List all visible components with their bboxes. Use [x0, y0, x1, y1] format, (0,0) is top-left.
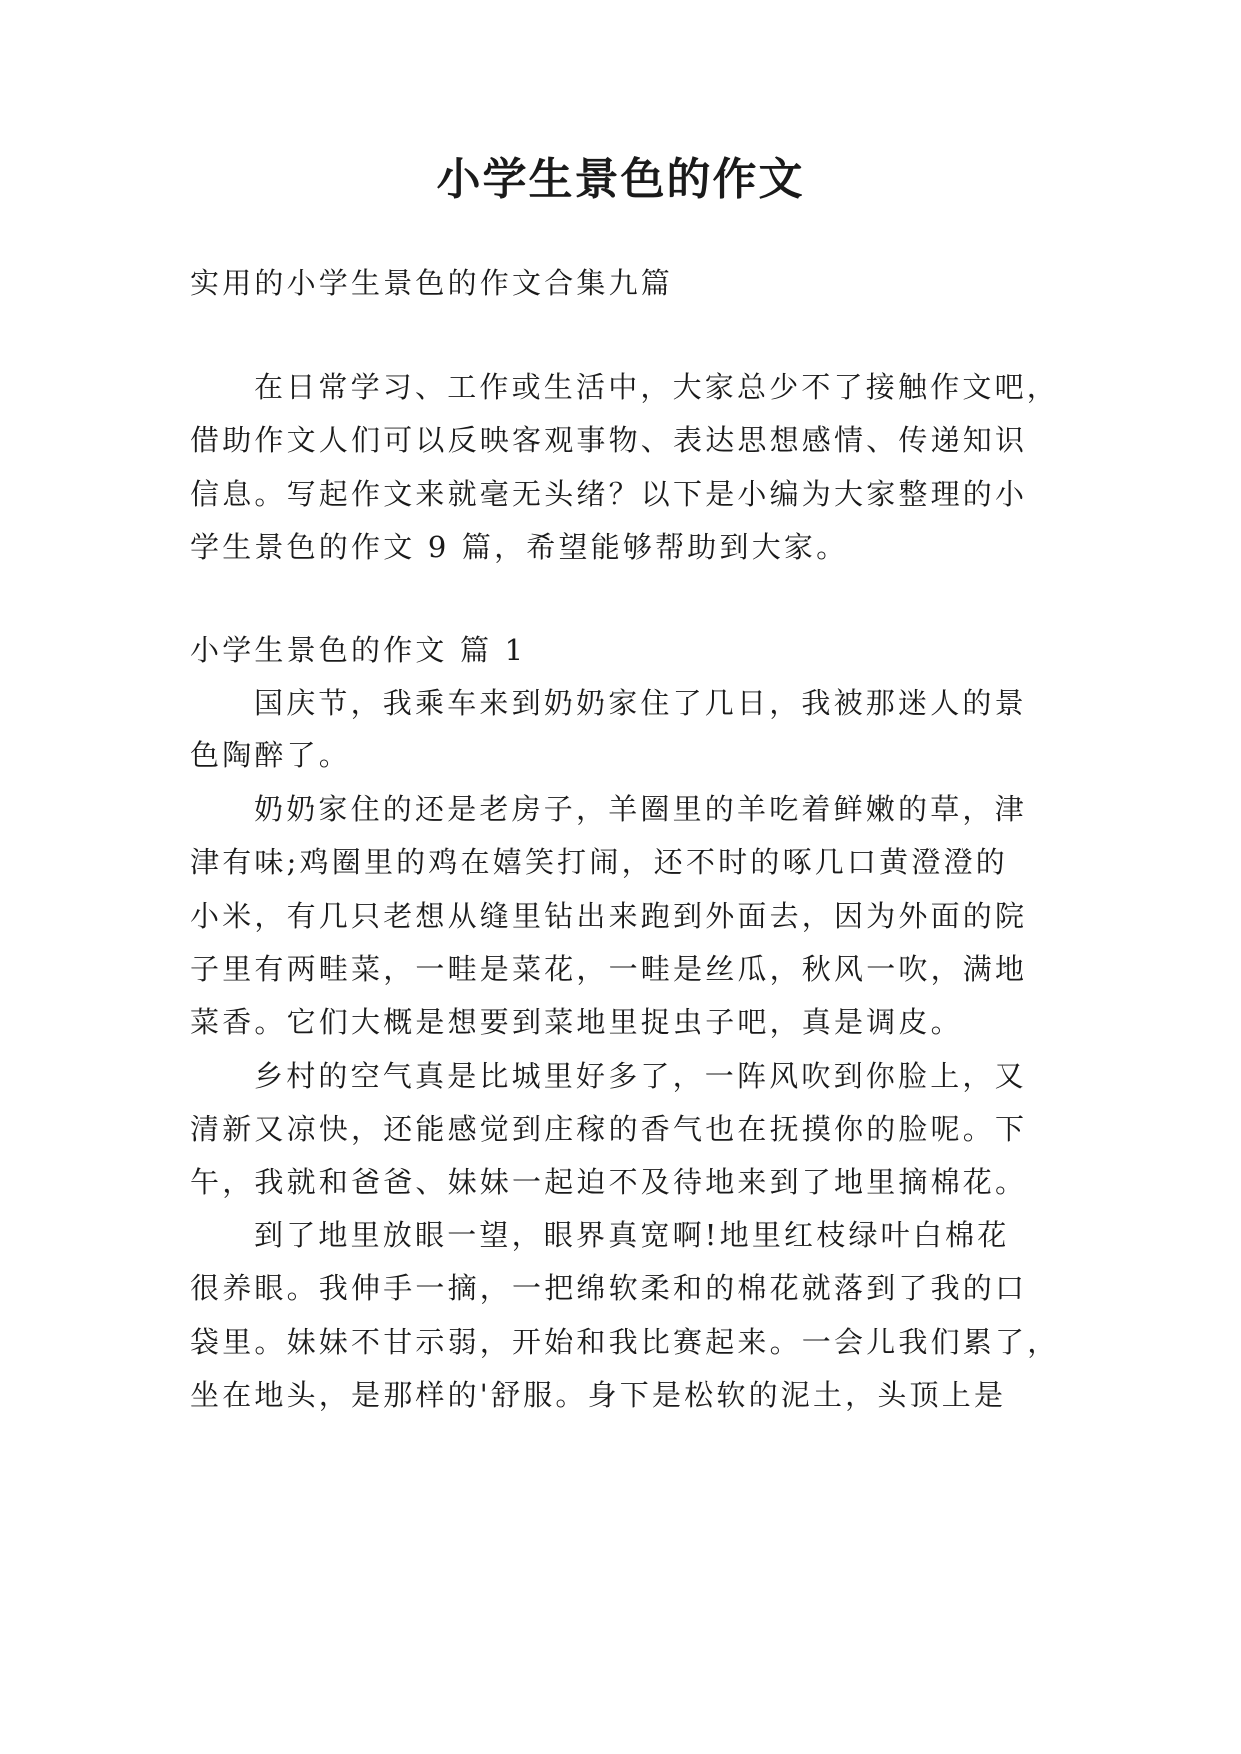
intro-line: 借助作文人们可以反映客观事物、表达思想感情、传递知识: [190, 423, 1028, 457]
body-line: 午，我就和爸爸、妹妹一起迫不及待地来到了地里摘棉花。: [190, 1165, 1028, 1199]
body-line: 袋里。妹妹不甘示弱，开始和我比赛起来。一会儿我们累了，: [190, 1325, 1060, 1359]
section-heading: 小学生景色的作文 篇 1: [190, 633, 527, 667]
body-line: 很养眼。我伸手一摘，一把绵软柔和的棉花就落到了我的口: [190, 1271, 1028, 1305]
intro-line: 学生景色的作文 9 篇，希望能够帮助到大家。: [190, 530, 849, 564]
body-line: 小米，有几只老想从缝里钻出来跑到外面去，因为外面的院: [190, 899, 1028, 933]
body-line: 津有味;鸡圈里的鸡在嬉笑打闹，还不时的啄几口黄澄澄的: [190, 845, 1008, 879]
body-line: 清新又凉快，还能感觉到庄稼的香气也在抚摸你的脸呢。下: [190, 1112, 1028, 1146]
document-subtitle: 实用的小学生景色的作文合集九篇: [190, 266, 674, 300]
body-line: 乡村的空气真是比城里好多了，一阵风吹到你脸上，又: [254, 1059, 1027, 1093]
body-line: 色陶醉了。: [190, 738, 352, 772]
body-line: 到了地里放眼一望，眼界真宽啊!地里红枝绿叶白棉花: [254, 1218, 1010, 1252]
intro-line: 在日常学习、工作或生活中，大家总少不了接触作文吧，: [254, 370, 1060, 404]
body-line: 国庆节，我乘车来到奶奶家住了几日，我被那迷人的景: [254, 686, 1027, 720]
intro-line: 信息。写起作文来就毫无头绪？以下是小编为大家整理的小: [190, 477, 1028, 511]
body-line: 子里有两畦菜，一畦是菜花，一畦是丝瓜，秋风一吹，满地: [190, 952, 1028, 986]
body-line: 菜香。它们大概是想要到菜地里捉虫子吧，真是调皮。: [190, 1005, 963, 1039]
body-line: 奶奶家住的还是老房子，羊圈里的羊吃着鲜嫩的草，津: [254, 792, 1027, 826]
document-title: 小学生景色的作文: [436, 154, 805, 205]
body-line: 坐在地头，是那样的'舒服。身下是松软的泥土，头顶上是: [190, 1378, 1007, 1412]
